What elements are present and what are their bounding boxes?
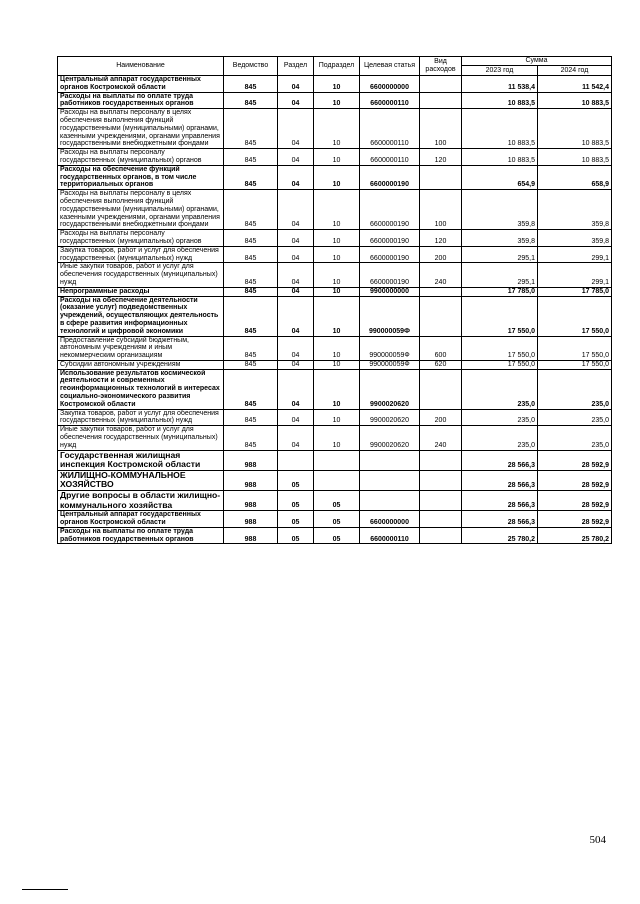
cell-celevaya-statya: 6600000000 [360, 511, 420, 528]
table-row [58, 287, 612, 296]
cell-razdel: 04 [278, 296, 314, 336]
cell-vid-rashodov [420, 470, 462, 490]
cell-name: Государственная жилищная инспекция Костромской области [58, 450, 224, 470]
table-row [58, 369, 612, 409]
cell-sum-2024: 28 592,9 [538, 470, 612, 490]
cell-celevaya-statya: 6600000110 [360, 149, 420, 166]
cell-razdel: 04 [278, 287, 314, 296]
cell-vedomstvo: 845 [224, 92, 278, 109]
cell-name: Закупка товаров, работ и услуг для обеспечения государственных (муниципальных) нужд [58, 409, 224, 426]
cell-sum-2023: 17 550,0 [462, 360, 538, 369]
cell-podrazdel: 10 [314, 230, 360, 247]
cell-vid-rashodov: 240 [420, 426, 462, 450]
cell-vedomstvo: 988 [224, 450, 278, 470]
header-year-2024: 2024 год [538, 66, 612, 76]
cell-vid-rashodov [420, 92, 462, 109]
cell-name: Использование результатов космической деятельности и современных геоинформационных технологий в интересах социально-экономического развития Костромской области [58, 369, 224, 409]
cell-celevaya-statya: 6600000190 [360, 246, 420, 263]
cell-name: ЖИЛИЩНО-КОММУНАЛЬНОЕ ХОЗЯЙСТВО [58, 470, 224, 490]
table-row [58, 190, 612, 230]
cell-sum-2023: 654,9 [462, 165, 538, 189]
cell-name: Расходы на выплаты персоналу государственных (муниципальных) органов [58, 149, 224, 166]
cell-razdel: 04 [278, 360, 314, 369]
footer-line [22, 889, 68, 890]
cell-sum-2024: 10 883,5 [538, 149, 612, 166]
cell-celevaya-statya: 6600000190 [360, 190, 420, 230]
cell-sum-2023: 235,0 [462, 369, 538, 409]
table-row [58, 92, 612, 109]
cell-sum-2024: 17 550,0 [538, 296, 612, 336]
cell-name: Расходы на выплаты по оплате труда работников государственных органов [58, 527, 224, 544]
cell-sum-2024: 235,0 [538, 426, 612, 450]
cell-podrazdel: 10 [314, 190, 360, 230]
cell-razdel: 05 [278, 527, 314, 544]
cell-vid-rashodov [420, 450, 462, 470]
table-row [58, 263, 612, 287]
cell-podrazdel: 05 [314, 527, 360, 544]
table-row [58, 149, 612, 166]
cell-vedomstvo: 845 [224, 336, 278, 360]
cell-celevaya-statya [360, 491, 420, 511]
cell-razdel: 04 [278, 230, 314, 247]
cell-vid-rashodov: 120 [420, 149, 462, 166]
cell-razdel: 04 [278, 109, 314, 149]
cell-podrazdel: 10 [314, 246, 360, 263]
cell-podrazdel: 10 [314, 76, 360, 93]
cell-podrazdel: 10 [314, 287, 360, 296]
header-year-2023: 2023 год [462, 66, 538, 76]
cell-celevaya-statya: 990000059Ф [360, 360, 420, 369]
cell-podrazdel: 10 [314, 149, 360, 166]
cell-podrazdel: 10 [314, 360, 360, 369]
cell-vedomstvo: 845 [224, 230, 278, 247]
cell-razdel: 04 [278, 409, 314, 426]
header-podrazdel: Подраздел [314, 57, 360, 76]
cell-vedomstvo: 845 [224, 360, 278, 369]
header-vedomstvo: Ведомство [224, 57, 278, 76]
cell-razdel: 05 [278, 511, 314, 528]
cell-sum-2024: 10 883,5 [538, 92, 612, 109]
cell-vid-rashodov: 200 [420, 409, 462, 426]
cell-sum-2024: 359,8 [538, 190, 612, 230]
cell-razdel: 04 [278, 190, 314, 230]
cell-sum-2024: 10 883,5 [538, 109, 612, 149]
cell-sum-2023: 28 566,3 [462, 511, 538, 528]
cell-name: Предоставление субсидий бюджетным, автономным учреждениям и иным некоммерческим организациям [58, 336, 224, 360]
cell-celevaya-statya: 6600000110 [360, 527, 420, 544]
cell-sum-2024: 299,1 [538, 246, 612, 263]
cell-sum-2023: 28 566,3 [462, 470, 538, 490]
header-row-1 [58, 57, 612, 66]
cell-podrazdel: 05 [314, 491, 360, 511]
cell-celevaya-statya: 6600000110 [360, 92, 420, 109]
table-row [58, 450, 612, 470]
cell-celevaya-statya: 9900000000 [360, 287, 420, 296]
header-name: Наименование [58, 57, 224, 76]
table-row [58, 336, 612, 360]
cell-sum-2023: 10 883,5 [462, 149, 538, 166]
cell-celevaya-statya [360, 450, 420, 470]
cell-sum-2024: 299,1 [538, 263, 612, 287]
cell-vid-rashodov [420, 296, 462, 336]
cell-vedomstvo: 845 [224, 246, 278, 263]
cell-sum-2023: 28 566,3 [462, 450, 538, 470]
cell-vid-rashodov: 100 [420, 109, 462, 149]
cell-sum-2024: 28 592,9 [538, 491, 612, 511]
cell-vedomstvo: 988 [224, 491, 278, 511]
cell-name: Расходы на выплаты персоналу государственных (муниципальных) органов [58, 230, 224, 247]
cell-name: Другие вопросы в области жилищно-коммунального хозяйства [58, 491, 224, 511]
cell-podrazdel: 10 [314, 369, 360, 409]
cell-vedomstvo: 988 [224, 470, 278, 490]
cell-sum-2024: 25 780,2 [538, 527, 612, 544]
cell-sum-2023: 10 883,5 [462, 109, 538, 149]
cell-vedomstvo: 845 [224, 409, 278, 426]
cell-podrazdel: 10 [314, 336, 360, 360]
cell-sum-2023: 17 550,0 [462, 296, 538, 336]
cell-vedomstvo: 988 [224, 527, 278, 544]
header-vid-rashodov: Вид расходов [420, 57, 462, 76]
cell-vedomstvo: 845 [224, 165, 278, 189]
cell-sum-2023: 28 566,3 [462, 491, 538, 511]
cell-vid-rashodov: 100 [420, 190, 462, 230]
table-row [58, 470, 612, 490]
table-row [58, 360, 612, 369]
cell-vid-rashodov [420, 491, 462, 511]
header-razdel: Раздел [278, 57, 314, 76]
cell-vedomstvo: 988 [224, 511, 278, 528]
cell-sum-2023: 11 538,4 [462, 76, 538, 93]
table-body [58, 76, 612, 544]
cell-podrazdel [314, 450, 360, 470]
cell-celevaya-statya: 9900020620 [360, 426, 420, 450]
cell-sum-2024: 11 542,4 [538, 76, 612, 93]
budget-table [57, 56, 612, 544]
cell-razdel: 04 [278, 336, 314, 360]
cell-sum-2023: 295,1 [462, 263, 538, 287]
cell-name: Иные закупки товаров, работ и услуг для обеспечения государственных (муниципальных) нужд [58, 263, 224, 287]
cell-vid-rashodov [420, 527, 462, 544]
cell-podrazdel: 10 [314, 426, 360, 450]
page-number: 504 [589, 834, 606, 846]
cell-vid-rashodov: 120 [420, 230, 462, 247]
cell-celevaya-statya: 6600000110 [360, 109, 420, 149]
cell-razdel: 05 [278, 491, 314, 511]
cell-name: Расходы на выплаты по оплате труда работников государственных органов [58, 92, 224, 109]
cell-podrazdel: 05 [314, 511, 360, 528]
cell-sum-2023: 25 780,2 [462, 527, 538, 544]
cell-podrazdel: 10 [314, 109, 360, 149]
table-row [58, 76, 612, 93]
cell-vid-rashodov: 200 [420, 246, 462, 263]
cell-vedomstvo: 845 [224, 426, 278, 450]
cell-celevaya-statya: 990000059Ф [360, 336, 420, 360]
cell-sum-2023: 359,8 [462, 190, 538, 230]
cell-sum-2024: 28 592,9 [538, 511, 612, 528]
cell-podrazdel: 10 [314, 165, 360, 189]
table-row [58, 426, 612, 450]
header-summa: Сумма [462, 57, 612, 66]
cell-podrazdel: 10 [314, 296, 360, 336]
cell-vid-rashodov [420, 369, 462, 409]
cell-sum-2024: 235,0 [538, 409, 612, 426]
cell-vedomstvo: 845 [224, 263, 278, 287]
cell-name: Центральный аппарат государственных органов Костромской области [58, 511, 224, 528]
cell-name: Иные закупки товаров, работ и услуг для обеспечения государственных (муниципальных) нужд [58, 426, 224, 450]
cell-celevaya-statya: 990000059Ф [360, 296, 420, 336]
cell-podrazdel [314, 470, 360, 490]
cell-razdel: 04 [278, 149, 314, 166]
cell-vid-rashodov [420, 511, 462, 528]
cell-name: Расходы на выплаты персоналу в целях обеспечения выполнения функций государственными (муниципальными) органами, казенными учреждениями, органами управления государственными внебюджетными фондами [58, 190, 224, 230]
cell-sum-2023: 295,1 [462, 246, 538, 263]
cell-sum-2023: 235,0 [462, 409, 538, 426]
cell-sum-2024: 235,0 [538, 369, 612, 409]
cell-sum-2023: 359,8 [462, 230, 538, 247]
cell-vid-rashodov: 620 [420, 360, 462, 369]
cell-celevaya-statya [360, 470, 420, 490]
cell-sum-2024: 17 550,0 [538, 336, 612, 360]
cell-celevaya-statya: 6600000190 [360, 230, 420, 247]
cell-vid-rashodov [420, 165, 462, 189]
cell-podrazdel: 10 [314, 92, 360, 109]
cell-vid-rashodov: 240 [420, 263, 462, 287]
table-row [58, 165, 612, 189]
cell-razdel: 04 [278, 263, 314, 287]
cell-razdel [278, 450, 314, 470]
cell-vedomstvo: 845 [224, 109, 278, 149]
cell-sum-2023: 17 550,0 [462, 336, 538, 360]
cell-razdel: 04 [278, 92, 314, 109]
cell-celevaya-statya: 9900020620 [360, 369, 420, 409]
cell-name: Центральный аппарат государственных органов Костромской области [58, 76, 224, 93]
cell-sum-2023: 17 785,0 [462, 287, 538, 296]
cell-vedomstvo: 845 [224, 76, 278, 93]
cell-razdel: 04 [278, 76, 314, 93]
header-celevaya-statya: Целевая статья [360, 57, 420, 76]
cell-vedomstvo: 845 [224, 369, 278, 409]
cell-sum-2024: 658,9 [538, 165, 612, 189]
cell-sum-2024: 359,8 [538, 230, 612, 247]
cell-vid-rashodov [420, 287, 462, 296]
cell-name: Расходы на выплаты персоналу в целях обеспечения выполнения функций государственными (муниципальными) органами, казенными учреждениями, органами управления государственными внебюджетными фондами [58, 109, 224, 149]
table-row [58, 230, 612, 247]
cell-podrazdel: 10 [314, 263, 360, 287]
cell-sum-2023: 235,0 [462, 426, 538, 450]
cell-vedomstvo: 845 [224, 149, 278, 166]
cell-podrazdel: 10 [314, 409, 360, 426]
cell-celevaya-statya: 6600000190 [360, 263, 420, 287]
table-row [58, 527, 612, 544]
cell-razdel: 04 [278, 426, 314, 450]
cell-razdel: 05 [278, 470, 314, 490]
cell-vid-rashodov [420, 76, 462, 93]
cell-name: Непрограммные расходы [58, 287, 224, 296]
table-row [58, 246, 612, 263]
cell-celevaya-statya: 6600000000 [360, 76, 420, 93]
table-row [58, 109, 612, 149]
cell-celevaya-statya: 6600000190 [360, 165, 420, 189]
cell-sum-2023: 10 883,5 [462, 92, 538, 109]
table-row [58, 511, 612, 528]
cell-vid-rashodov: 600 [420, 336, 462, 360]
cell-vedomstvo: 845 [224, 296, 278, 336]
cell-sum-2024: 17 785,0 [538, 287, 612, 296]
cell-razdel: 04 [278, 246, 314, 263]
cell-sum-2024: 17 550,0 [538, 360, 612, 369]
cell-sum-2024: 28 592,9 [538, 450, 612, 470]
cell-name: Расходы на обеспечение деятельности (оказание услуг) подведомственных учреждений, осуществляющих деятельность в сфере развития информационных технологий и цифровой экономики [58, 296, 224, 336]
cell-razdel: 04 [278, 165, 314, 189]
cell-name: Закупка товаров, работ и услуг для обеспечения государственных (муниципальных) нужд [58, 246, 224, 263]
cell-celevaya-statya: 9900020620 [360, 409, 420, 426]
cell-name: Расходы на обеспечение функций государственных органов, в том числе территориальных органов [58, 165, 224, 189]
cell-razdel: 04 [278, 369, 314, 409]
cell-vedomstvo: 845 [224, 287, 278, 296]
table-row [58, 409, 612, 426]
table-row [58, 491, 612, 511]
table-row [58, 296, 612, 336]
cell-name: Субсидии автономным учреждениям [58, 360, 224, 369]
cell-vedomstvo: 845 [224, 190, 278, 230]
